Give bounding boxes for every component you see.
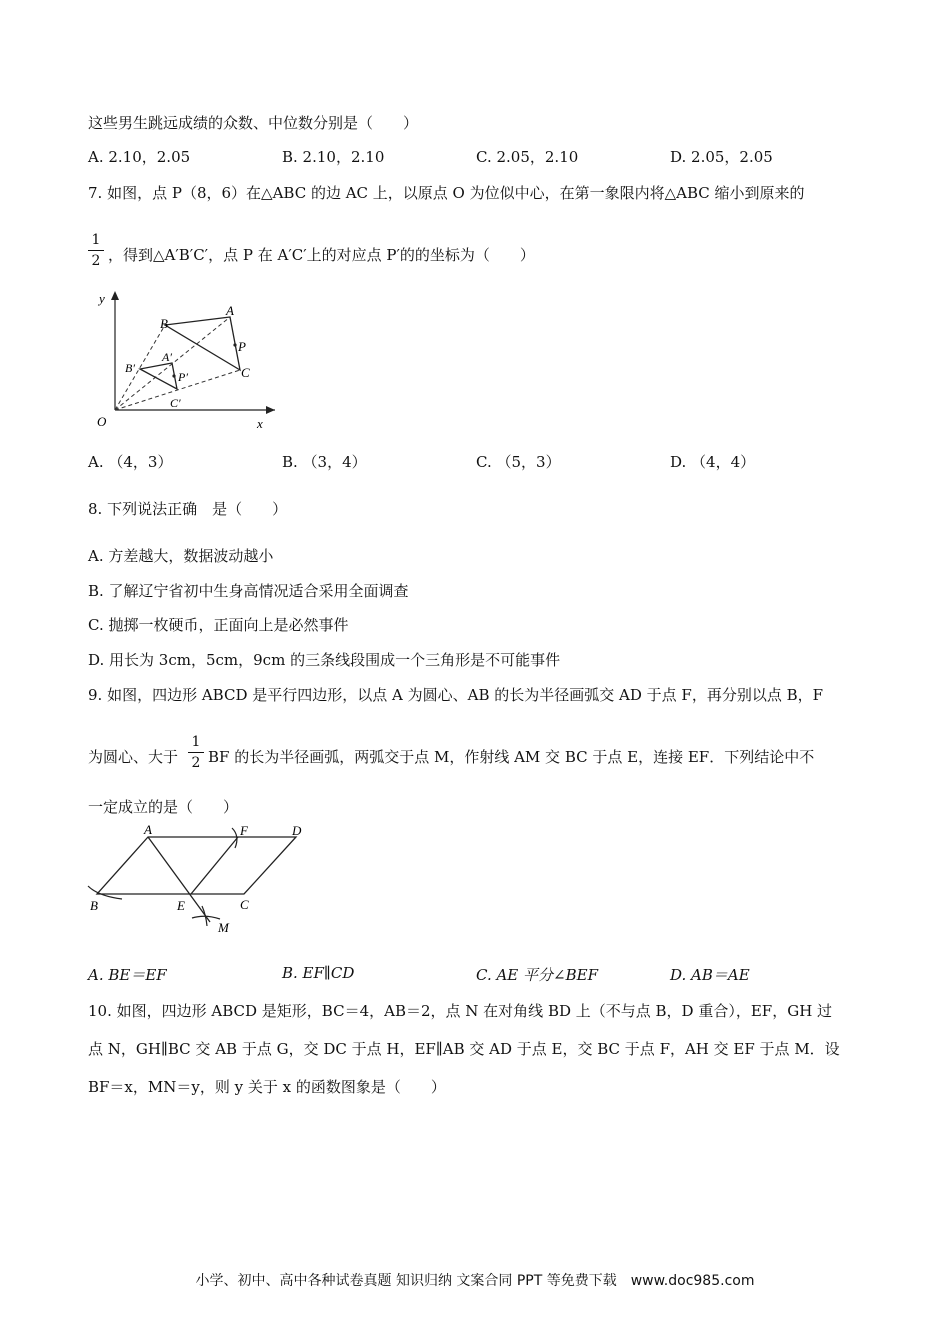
q7-figure [85,285,285,435]
label-y: y [99,291,105,306]
point-p [233,343,236,346]
q6-stem: 这些男生跳远成绩的众数、中位数分别是（ ） [88,114,419,132]
q9-line2-pre: 为圆心、大于 [88,748,179,766]
label-c1: C′ [170,396,181,410]
q6-option-c: C. 2.05，2.10 [476,148,579,166]
q7-option-b: B. （3，4） [282,453,367,471]
q9-option-c: C. AE 平分∠BEF [476,966,598,984]
q9-line3: 一定成立的是（ ） [88,798,239,816]
q9-line1: 9. 如图，四边形 ABCD 是平行四边形，以点 A 为圆心、AB 的长为半径画弧交 AD 于点 F，再分别以点 B，F [88,686,824,704]
y-axis-arrow-icon [111,291,119,300]
q6-option-d: D. 2.05，2.05 [670,148,773,166]
q9-option-a: A. BE＝EF [88,966,167,984]
q6-option-a: A. 2.10，2.05 [88,148,191,166]
point-p1 [172,374,175,377]
q7-option-d: D. （4，4） [670,453,756,471]
q9-option-d: D. AB＝AE [670,966,750,984]
label-c: C [241,365,250,380]
label-a: A [226,303,234,318]
label-p1: P′ [178,370,188,384]
q9-figure [80,820,320,940]
label-p: P [238,339,246,354]
arc-at-f [232,828,237,848]
label-b: B [160,316,168,331]
q9-fraction [188,734,204,771]
q10-line2: 点 N，GH∥BC 交 AB 于点 G，交 DC 于点 H，EF∥AB 交 AD 于点 E，交 BC 于点 F，AH 交 EF 于点 M．设 [88,1040,840,1058]
q8-option-d: D. 用长为 3cm，5cm，9cm 的三条线段围成一个三角形是不可能事件 [88,651,561,669]
triangle-a1b1c1 [140,363,177,389]
q8-option-c: C. 抛掷一枚硬币，正面向上是必然事件 [88,616,349,634]
q6-option-b: B. 2.10，2.10 [282,148,385,166]
label-m: M [218,920,229,935]
q7-frac-num: 1 [91,232,101,248]
q10-line3: BF＝x，MN＝y，则 y 关于 x 的函数图象是（ ） [88,1078,446,1096]
q8-stem: 8. 下列说法正确 是（ ） [88,500,288,518]
q10-line1: 10. 如图，四边形 ABCD 是矩形，BC＝4，AB＝2，点 N 在对角线 BD 上（不与点 B，D 重合），EF，GH 过 [88,1002,833,1020]
q7-line2: ，得到△A′B′C′，点 P 在 A′C′上的对应点 P′的的坐标为（ ） [108,246,535,264]
x-axis-arrow-icon [266,406,275,414]
label-a1: A′ [162,350,172,364]
label-o: O [97,414,107,429]
page-footer: 小学、初中、高中各种试卷真题 知识归纳 文案合同 PPT 等免费下载 www.doc985.com [195,1273,755,1289]
q8-option-a: A. 方差越大，数据波动越小 [88,547,274,565]
q7-option-a: A. （4，3） [88,453,173,471]
parallelogram-abcd [97,837,296,894]
label-x: x [257,416,263,431]
label-f: F [240,823,248,838]
segment-ef [191,837,238,894]
triangle-abc [165,317,240,370]
q8-option-b: B. 了解辽宁省初中生身高情况适合采用全面调查 [88,582,409,600]
q9-frac-num: 1 [191,734,201,750]
q7-frac-den: 2 [91,253,101,269]
label-c: C [240,897,249,912]
label-e: E [177,898,185,913]
q7-option-c: C. （5，3） [476,453,561,471]
q9-option-b: B. EF∥CD [282,964,355,982]
q9-frac-den: 2 [191,755,201,771]
ray-ob [115,325,165,410]
q9-line2-post: BF 的长为半径画弧，两弧交于点 M，作射线 AM 交 BC 于点 E，连接 EF．下列结论中不 [208,748,815,766]
label-b1: B′ [125,361,135,375]
q7-line1: 7. 如图，点 P（8，6）在△ABC 的边 AC 上，以原点 O 为位似中心，在第一象限内将△ABC 缩小到原来的 [88,184,805,202]
label-a: A [144,822,152,837]
label-d: D [292,823,302,838]
label-b: B [90,898,98,913]
q7-fraction [88,232,104,269]
